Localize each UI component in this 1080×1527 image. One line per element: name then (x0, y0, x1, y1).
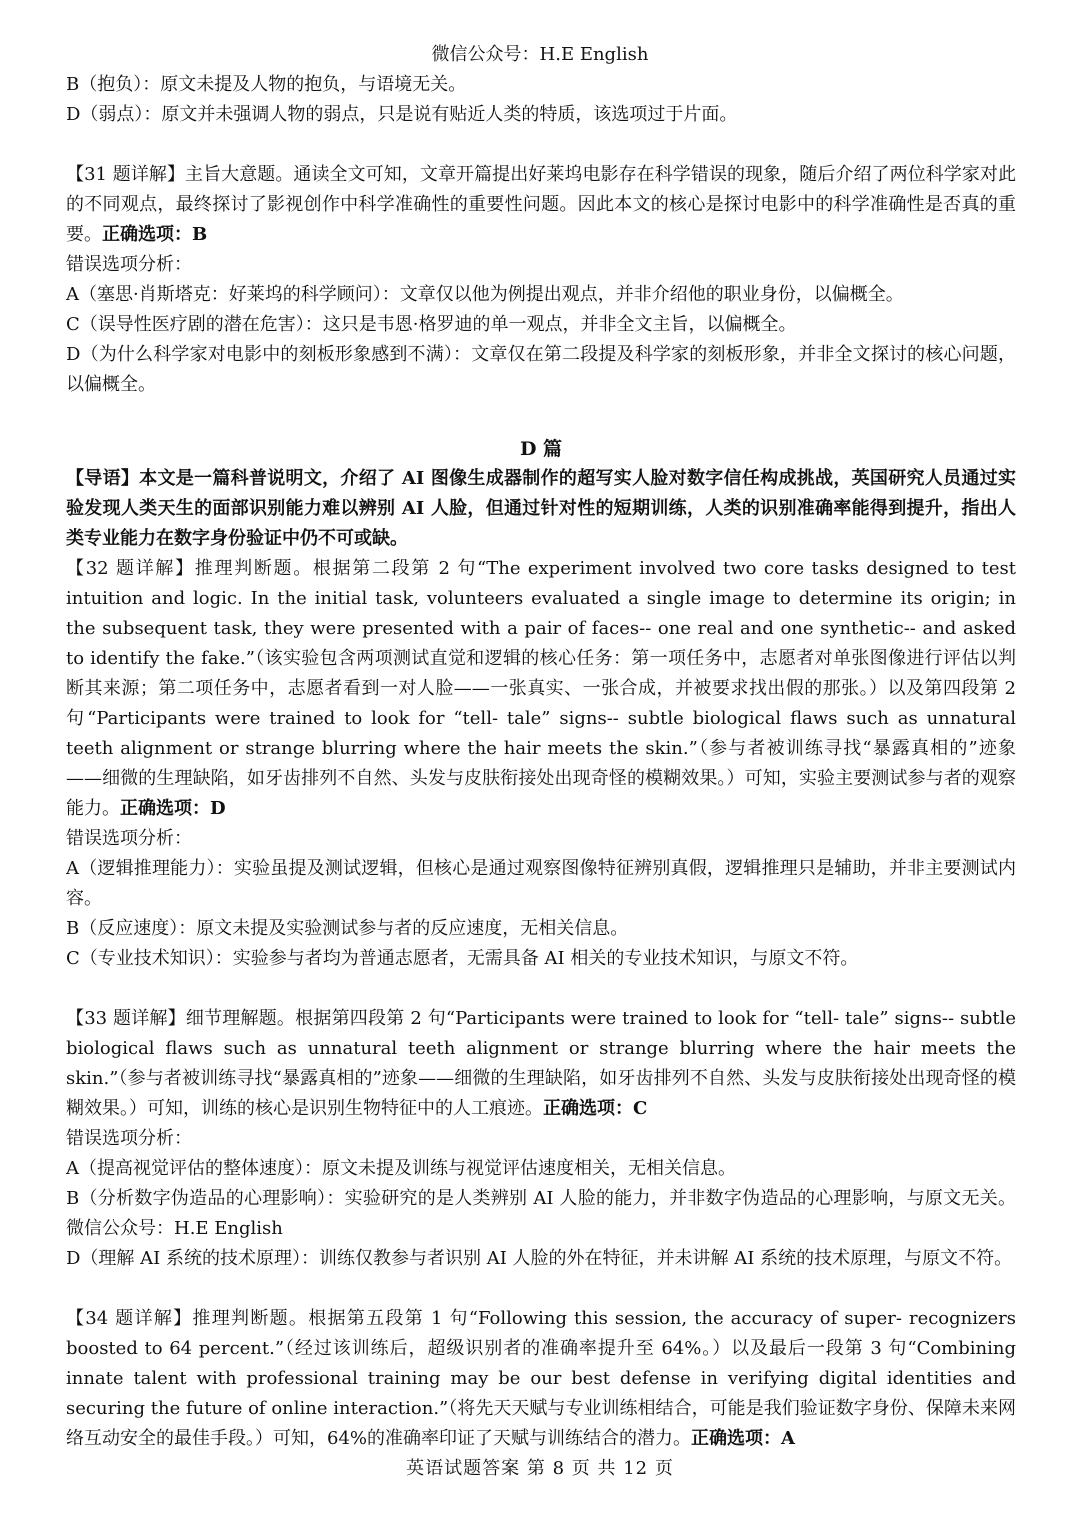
page-footer: 英语试题答案 第 8 页 共 12 页 (406, 1458, 674, 1479)
q31-explanation (66, 160, 1016, 250)
q33-text: 【33 题详解】细节理解题。根据第四段第 2 句“Participants were trained to look for “tell- tale” signs-- subtle biological flaws such as unnatural teeth alignment or strange blurring where the hair meets the skin.”（参与者被训练寻找“暴露真相的”迹象——细微的生理缺陷，如牙齿排列不自然、头发与皮肤衔接处出现奇怪的模糊效果。）可知，训练的核心是识别生物特征中的人工痕迹。 (66, 1008, 1016, 1119)
q32-analysis-label: 错误选项分析： (66, 828, 192, 849)
q32-text: 【32 题详解】推理判断题。根据第二段第 2 句“The experiment involved two core tasks designed to test intuition and logic. In the initial task, volunteers evaluated a single image to determine its origin; in the subsequent task, they were presented with a pair of faces-- one real and one synthetic-- and asked to identify the fake.”（该实验包含两项测试直觉和逻辑的核心任务：第一项任务中，志愿者对单张图像进行评估以判断其来源；第二项任务中，志愿者看到一对人脸——一张真实、一张合成，并被要求找出假的那张。）以及第四段第 2 句“Participants were trained to look for “tell- tale” signs-- subtle biological flaws such as unnatural teeth alignment or strange blurring where the hair meets the skin.”（参与者被训练寻找“暴露真相的”迹象——细微的生理缺陷，如牙齿排列不自然、头发与皮肤衔接处出现奇怪的模糊效果。）可知，实验主要测试参与者的观察能力。 (66, 558, 1016, 819)
q32-answer: 正确选项：D (120, 798, 226, 819)
q31-analysis-label: 错误选项分析： (66, 254, 192, 275)
q31-option: D（为什么科学家对电影中的刻板形象感到不满）：文章仅在第二段提及科学家的刻板形象，并非全文探讨的核心问题，以偏概全。 (66, 344, 1016, 395)
section-d-title: D 篇 (519, 438, 563, 460)
q33-answer: 正确选项：C (543, 1098, 648, 1119)
page-header: 微信公众号：H.E English (431, 44, 649, 65)
q33-option: B（分析数字伪造品的心理影响）：实验研究的是人类辨别 AI 人脸的能力，并非数字伪造品的心理影响，与原文无关。微信公众号：H.E English (66, 1188, 1016, 1239)
q33-option: A（提高视觉评估的整体速度）：原文未提及训练与视觉评估速度相关，无相关信息。 (66, 1158, 736, 1179)
q33-option: D（理解 AI 系统的技术原理）：训练仅教参与者识别 AI 人脸的外在特征，并未讲解 AI 系统的技术原理，与原文不符。 (66, 1248, 1013, 1269)
q31-text: 【31 题详解】主旨大意题。通读全文可知，文章开篇提出好莱坞电影存在科学错误的现象，随后介绍了两位科学家对此的不同观点，最终探讨了影视创作中科学准确性的重要性问题。因此本文的核心是探讨电影中的科学准确性是否真的重要。 (66, 164, 1016, 245)
q32-explanation (66, 554, 1016, 824)
q34-answer: 正确选项：A (691, 1428, 795, 1449)
q32-option: B（反应速度）：原文未提及实验测试参与者的反应速度，无相关信息。 (66, 918, 629, 939)
option-line: B（抱负）：原文未提及人物的抱负，与语境无关。 (66, 74, 467, 95)
q32-option: C（专业技术知识）：实验参与者均为普通志愿者，无需具备 AI 相关的专业技术知识，与原文不符。 (66, 948, 859, 969)
q31-answer: 正确选项：B (102, 224, 208, 245)
q31-option: C（误导性医疗剧的潜在危害）：这只是韦恩·格罗迪的单一观点，并非全文主旨，以偏概全。 (66, 314, 797, 335)
option-line: D（弱点）：原文并未强调人物的弱点，只是说有贴近人类的特质，该选项过于片面。 (66, 104, 738, 125)
q34-text: 【34 题详解】推理判断题。根据第五段第 1 句“Following this session, the accuracy of super- recognizers boosted to 64 percent.”（经过该训练后，超级识别者的准确率提升至 64%。）以及最后一段第 3 句“Combining innate talent with professional training may be our best defense in verifying digital identities and securing the future of online interaction.”（将先天天赋与专业训练相结合，可能是我们验证数字身份、保障未来网络互动安全的最佳手段。）可知，64%的准确率印证了天赋与训练结合的潜力。 (66, 1308, 1016, 1449)
section-d-intro: 【导语】本文是一篇科普说明文，介绍了 AI 图像生成器制作的超写实人脸对数字信任构成挑战，英国研究人员通过实验发现人类天生的面部识别能力难以辨别 AI 人脸，但通过针对性的短期训练，人类的识别准确率能得到提升，指出人类专业能力在数字身份验证中仍不可或缺。 (66, 468, 1016, 549)
q33-analysis-label: 错误选项分析： (66, 1128, 192, 1149)
document-body (66, 70, 1016, 1454)
q31-option: A（塞思·肖斯塔克：好莱坞的科学顾问）：文章仅以他为例提出观点，并非介绍他的职业身份，以偏概全。 (66, 284, 904, 305)
q32-option: A（逻辑推理能力）：实验虽提及测试逻辑，但核心是通过观察图像特征辨别真假，逻辑推理只是辅助，并非主要测试内容。 (66, 858, 1016, 909)
q34-explanation (66, 1304, 1016, 1454)
q33-explanation (66, 1004, 1016, 1124)
